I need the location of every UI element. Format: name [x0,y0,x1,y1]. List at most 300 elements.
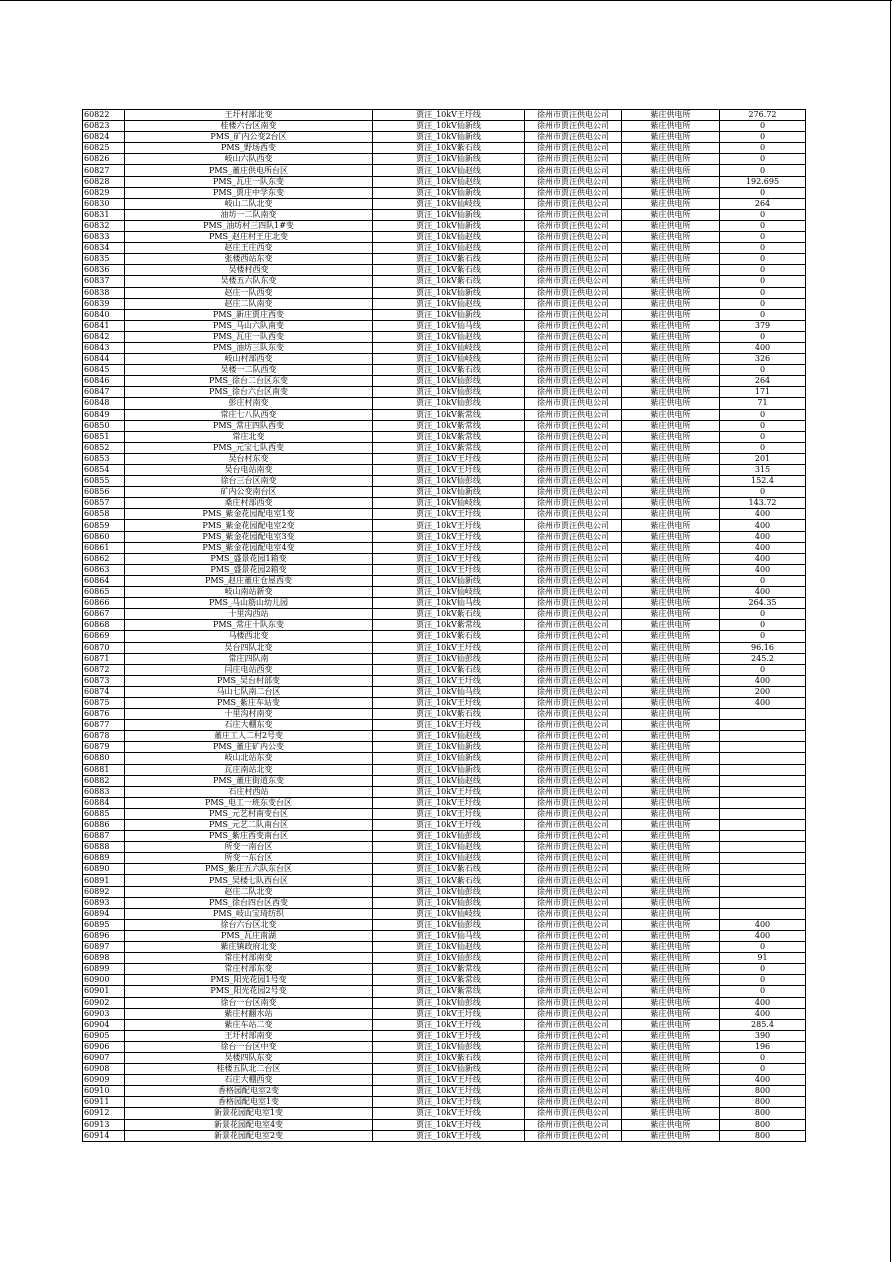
capacity-value-cell: 285.4 [720,1019,806,1030]
station-cell: 紫庄供电所 [622,154,720,165]
station-cell: 紫庄供电所 [622,1108,720,1119]
table-row [83,908,806,919]
table-row [83,1064,806,1075]
station-cell: 紫庄供电所 [622,864,720,875]
station-cell: 紫庄供电所 [622,1064,720,1075]
transformer-name-cell: PMS_油坊三队东变 [125,342,373,353]
company-cell: 徐州市贾汪供电公司 [525,232,622,243]
transformer-name-cell: PMS_盛景花园2箱变 [125,564,373,575]
station-cell: 紫庄供电所 [622,609,720,620]
row-id-cell: 60839 [83,298,125,309]
station-cell: 紫庄供电所 [622,121,720,132]
transformer-name-cell: PMS_岐山宝琦纺织 [125,908,373,919]
station-cell: 紫庄供电所 [622,709,720,720]
capacity-value-cell: 0 [720,942,806,953]
table-row [83,342,806,353]
capacity-value-cell: 326 [720,354,806,365]
transformer-name-cell: PMS_吴楼七队西台区 [125,875,373,886]
feeder-line-cell: 贾汪_10kV仙马线 [373,930,525,941]
row-id-cell: 60855 [83,476,125,487]
table-row [83,930,806,941]
station-cell: 紫庄供电所 [622,1019,720,1030]
transformer-name-cell: PMS_元艺村南变台区 [125,808,373,819]
transformer-name-cell: PMS_电工一班东变台区 [125,797,373,808]
company-cell: 徐州市贾汪供电公司 [525,465,622,476]
feeder-line-cell: 贾汪_10kV王圩线 [373,720,525,731]
company-cell: 徐州市贾汪供电公司 [525,187,622,198]
station-cell: 紫庄供电所 [622,165,720,176]
capacity-value-cell: 200 [720,686,806,697]
company-cell: 徐州市贾汪供电公司 [525,908,622,919]
feeder-line-cell: 贾汪_10kV王圩线 [373,465,525,476]
company-cell: 徐州市贾汪供电公司 [525,121,622,132]
row-id-cell: 60911 [83,1097,125,1108]
capacity-value-cell: 0 [720,298,806,309]
row-id-cell: 60837 [83,276,125,287]
table-row [83,187,806,198]
company-cell: 徐州市贾汪供电公司 [525,831,622,842]
transformer-name-cell: PMS_紫金花园配电室1变 [125,509,373,520]
row-id-cell: 60873 [83,675,125,686]
feeder-line-cell: 贾汪_10kV紫常线 [373,964,525,975]
row-id-cell: 60851 [83,431,125,442]
company-cell: 徐州市贾汪供电公司 [525,376,622,387]
transformer-name-cell: 所变一南台区 [125,842,373,853]
table-row [83,1008,806,1019]
feeder-line-cell: 贾汪_10kV仙彭线 [373,376,525,387]
company-cell: 徐州市贾汪供电公司 [525,598,622,609]
table-row [83,487,806,498]
transformer-name-cell: 紫庄车站二变 [125,1019,373,1030]
feeder-line-cell: 贾汪_10kV仙新线 [373,309,525,320]
row-id-cell: 60907 [83,1052,125,1063]
company-cell: 徐州市贾汪供电公司 [525,320,622,331]
company-cell: 徐州市贾汪供电公司 [525,930,622,941]
station-cell: 紫庄供电所 [622,476,720,487]
table-row [83,631,806,642]
feeder-line-cell: 贾汪_10kV仙新线 [373,187,525,198]
capacity-value-cell [720,808,806,819]
transformer-name-cell: 彭庄村南变 [125,398,373,409]
table-row [83,897,806,908]
capacity-value-cell [720,742,806,753]
table-row [83,176,806,187]
station-cell: 紫庄供电所 [622,720,720,731]
row-id-cell: 60906 [83,1041,125,1052]
feeder-line-cell: 贾汪_10kV仙彭线 [373,387,525,398]
feeder-line-cell: 贾汪_10kV紫常线 [373,431,525,442]
row-id-cell: 60861 [83,542,125,553]
feeder-line-cell: 贾汪_10kV仙马线 [373,320,525,331]
station-cell: 紫庄供电所 [622,276,720,287]
feeder-line-cell: 贾汪_10kV王圩线 [373,1097,525,1108]
row-id-cell: 60881 [83,764,125,775]
transformer-name-cell: PMS_紫庄车站变 [125,697,373,708]
row-id-cell: 60830 [83,198,125,209]
station-cell: 紫庄供电所 [622,753,720,764]
company-cell: 徐州市贾汪供电公司 [525,365,622,376]
capacity-value-cell: 0 [720,243,806,254]
feeder-line-cell: 贾汪_10kV王圩线 [373,110,525,121]
capacity-value-cell [720,731,806,742]
station-cell: 紫庄供电所 [622,642,720,653]
capacity-value-cell: 0 [720,664,806,675]
station-cell: 紫庄供电所 [622,320,720,331]
company-cell: 徐州市贾汪供电公司 [525,176,622,187]
capacity-value-cell: 400 [720,1075,806,1086]
transformer-name-cell: PMS_赵庄董庄仓屋西变 [125,575,373,586]
table-row [83,209,806,220]
feeder-line-cell: 贾汪_10kV仙彭线 [373,1041,525,1052]
company-cell: 徐州市贾汪供电公司 [525,420,622,431]
feeder-line-cell: 贾汪_10kV仙新线 [373,487,525,498]
company-cell: 徐州市贾汪供电公司 [525,675,622,686]
feeder-line-cell: 贾汪_10kV紫石线 [373,875,525,886]
transformer-name-cell: PMS_紫金花园配电室4变 [125,542,373,553]
feeder-line-cell: 贾汪_10kV仙赵线 [373,243,525,254]
company-cell: 徐州市贾汪供电公司 [525,265,622,276]
transformer-name-cell: PMS_徐台六台区南变 [125,387,373,398]
transformer-name-cell: PMS_瓦庄一队东变 [125,176,373,187]
table-row [83,132,806,143]
station-cell: 紫庄供电所 [622,398,720,409]
capacity-value-cell: 0 [720,232,806,243]
transformer-name-cell: PMS_阳光花园1号变 [125,975,373,986]
table-row [83,287,806,298]
capacity-value-cell: 0 [720,609,806,620]
transformer-name-cell: PMS_徐台四台区西变 [125,897,373,908]
company-cell: 徐州市贾汪供电公司 [525,398,622,409]
company-cell: 徐州市贾汪供电公司 [525,997,622,1008]
row-id-cell: 60900 [83,975,125,986]
table-row [83,1075,806,1086]
row-id-cell: 60869 [83,631,125,642]
company-cell: 徐州市贾汪供电公司 [525,975,622,986]
station-cell: 紫庄供电所 [622,919,720,930]
table-row [83,442,806,453]
row-id-cell: 60833 [83,232,125,243]
table-row [83,797,806,808]
feeder-line-cell: 贾汪_10kV王圩线 [373,509,525,520]
transformer-name-cell: 香格园配电室2变 [125,1086,373,1097]
capacity-value-cell: 400 [720,697,806,708]
station-cell: 紫庄供电所 [622,675,720,686]
station-cell: 紫庄供电所 [622,331,720,342]
row-id-cell: 60859 [83,520,125,531]
transformer-name-cell: 桑庄村部西变 [125,498,373,509]
feeder-line-cell: 贾汪_10kV王圩线 [373,797,525,808]
company-cell: 徐州市贾汪供电公司 [525,620,622,631]
feeder-line-cell: 贾汪_10kV紫常线 [373,620,525,631]
transformer-name-cell: PMS_董庄供电所台区 [125,165,373,176]
company-cell: 徐州市贾汪供电公司 [525,697,622,708]
table-row [83,997,806,1008]
station-cell: 紫庄供电所 [622,1119,720,1130]
table-row [83,853,806,864]
capacity-value-cell [720,908,806,919]
transformer-name-cell: 常庄七八队西变 [125,409,373,420]
table-row [83,276,806,287]
company-cell: 徐州市贾汪供电公司 [525,165,622,176]
station-cell: 紫庄供电所 [622,986,720,997]
company-cell: 徐州市贾汪供电公司 [525,742,622,753]
transformer-name-cell: 新景花园配电室1变 [125,1108,373,1119]
capacity-value-cell: 0 [720,409,806,420]
capacity-value-cell: 91 [720,953,806,964]
row-id-cell: 60876 [83,709,125,720]
transformer-name-cell: PMS_常庄四队西变 [125,420,373,431]
company-cell: 徐州市贾汪供电公司 [525,919,622,930]
station-cell: 紫庄供电所 [622,575,720,586]
feeder-line-cell: 贾汪_10kV仙岐线 [373,587,525,598]
row-id-cell: 60901 [83,986,125,997]
capacity-value-cell: 400 [720,542,806,553]
table-body [83,110,806,1142]
capacity-value-cell [720,786,806,797]
station-cell: 紫庄供电所 [622,220,720,231]
company-cell: 徐州市贾汪供电公司 [525,243,622,254]
feeder-line-cell: 贾汪_10kV仙岐线 [373,908,525,919]
company-cell: 徐州市贾汪供电公司 [525,709,622,720]
table-row [83,842,806,853]
row-id-cell: 60829 [83,187,125,198]
transformer-name-cell: 岐山二队北变 [125,198,373,209]
station-cell: 紫庄供电所 [622,209,720,220]
capacity-value-cell [720,797,806,808]
row-id-cell: 60894 [83,908,125,919]
capacity-value-cell: 0 [720,143,806,154]
station-cell: 紫庄供电所 [622,731,720,742]
feeder-line-cell: 贾汪_10kV仙彭线 [373,997,525,1008]
feeder-line-cell: 贾汪_10kV仙赵线 [373,165,525,176]
feeder-line-cell: 贾汪_10kV仙马线 [373,598,525,609]
station-cell: 紫庄供电所 [622,1030,720,1041]
station-cell: 紫庄供电所 [622,1097,720,1108]
feeder-line-cell: 贾汪_10kV仙彭线 [373,897,525,908]
capacity-value-cell: 264 [720,198,806,209]
company-cell: 徐州市贾汪供电公司 [525,254,622,265]
company-cell: 徐州市贾汪供电公司 [525,1030,622,1041]
table-row [83,1097,806,1108]
table-row [83,1086,806,1097]
transformer-name-cell: 常庄村部东变 [125,964,373,975]
feeder-line-cell: 贾汪_10kV仙新线 [373,132,525,143]
table-row [83,598,806,609]
station-cell: 紫庄供电所 [622,1041,720,1052]
company-cell: 徐州市贾汪供电公司 [525,542,622,553]
capacity-value-cell: 315 [720,465,806,476]
capacity-value-cell: 400 [720,553,806,564]
feeder-line-cell: 贾汪_10kV仙彭线 [373,398,525,409]
station-cell: 紫庄供电所 [622,498,720,509]
feeder-line-cell: 贾汪_10kV紫石线 [373,265,525,276]
capacity-value-cell: 0 [720,1052,806,1063]
feeder-line-cell: 贾汪_10kV紫石线 [373,365,525,376]
table-row [83,509,806,520]
row-id-cell: 60874 [83,686,125,697]
company-cell: 徐州市贾汪供电公司 [525,575,622,586]
capacity-value-cell [720,875,806,886]
company-cell: 徐州市贾汪供电公司 [525,442,622,453]
transformer-name-cell: 岐山北站东变 [125,753,373,764]
row-id-cell: 60834 [83,243,125,254]
table-row [83,354,806,365]
capacity-value-cell [720,820,806,831]
table-row [83,387,806,398]
table-row [83,376,806,387]
row-id-cell: 60903 [83,1008,125,1019]
transformer-name-cell: PMS_元宝七队西变 [125,442,373,453]
capacity-value-cell: 152.4 [720,476,806,487]
feeder-line-cell: 贾汪_10kV仙彭线 [373,953,525,964]
row-id-cell: 60904 [83,1019,125,1030]
table-row [83,875,806,886]
capacity-value-cell: 0 [720,165,806,176]
station-cell: 紫庄供电所 [622,442,720,453]
capacity-value-cell: 0 [720,276,806,287]
transformer-name-cell: 瓦庄南站北变 [125,764,373,775]
table-row [83,154,806,165]
feeder-line-cell: 贾汪_10kV仙彭线 [373,919,525,930]
company-cell: 徐州市贾汪供电公司 [525,964,622,975]
transformer-name-cell: PMS_紫庄西变南台区 [125,831,373,842]
table-row [83,110,806,121]
transformer-name-cell: PMS_贾庄中学东变 [125,187,373,198]
company-cell: 徐州市贾汪供电公司 [525,1064,622,1075]
capacity-value-cell: 400 [720,1008,806,1019]
capacity-value-cell: 201 [720,453,806,464]
table-row [83,975,806,986]
row-id-cell: 60842 [83,331,125,342]
feeder-line-cell: 贾汪_10kV仙新线 [373,742,525,753]
feeder-line-cell: 贾汪_10kV王圩线 [373,1086,525,1097]
company-cell: 徐州市贾汪供电公司 [525,564,622,575]
feeder-line-cell: 贾汪_10kV仙新线 [373,209,525,220]
company-cell: 徐州市贾汪供电公司 [525,864,622,875]
row-id-cell: 60863 [83,564,125,575]
transformer-name-cell: 岐山南站新变 [125,587,373,598]
company-cell: 徐州市贾汪供电公司 [525,520,622,531]
company-cell: 徐州市贾汪供电公司 [525,664,622,675]
company-cell: 徐州市贾汪供电公司 [525,797,622,808]
transformer-name-cell: 吴楼村西变 [125,265,373,276]
table-row [83,254,806,265]
row-id-cell: 60887 [83,831,125,842]
row-id-cell: 60848 [83,398,125,409]
transformer-name-cell: 王圩村部北变 [125,110,373,121]
transformer-name-cell: 岐山六队西变 [125,154,373,165]
row-id-cell: 60883 [83,786,125,797]
feeder-line-cell: 贾汪_10kV仙新线 [373,154,525,165]
capacity-value-cell: 0 [720,331,806,342]
company-cell: 徐州市贾汪供电公司 [525,409,622,420]
station-cell: 紫庄供电所 [622,298,720,309]
station-cell: 紫庄供电所 [622,1075,720,1086]
company-cell: 徐州市贾汪供电公司 [525,431,622,442]
company-cell: 徐州市贾汪供电公司 [525,487,622,498]
row-id-cell: 60892 [83,886,125,897]
row-id-cell: 60888 [83,842,125,853]
feeder-line-cell: 贾汪_10kV仙赵线 [373,331,525,342]
feeder-line-cell: 贾汪_10kV王圩线 [373,675,525,686]
company-cell: 徐州市贾汪供电公司 [525,587,622,598]
row-id-cell: 60872 [83,664,125,675]
capacity-value-cell: 192.695 [720,176,806,187]
station-cell: 紫庄供电所 [622,598,720,609]
row-id-cell: 60857 [83,498,125,509]
table-row [83,409,806,420]
transformer-name-cell: 石庄大棚东变 [125,720,373,731]
transformer-name-cell: 紫庄村翻水站 [125,1008,373,1019]
capacity-value-cell: 0 [720,309,806,320]
capacity-value-cell: 800 [720,1108,806,1119]
station-cell: 紫庄供电所 [622,420,720,431]
row-id-cell: 60844 [83,354,125,365]
company-cell: 徐州市贾汪供电公司 [525,1097,622,1108]
feeder-line-cell: 贾汪_10kV王圩线 [373,642,525,653]
feeder-line-cell: 贾汪_10kV紫石线 [373,1052,525,1063]
company-cell: 徐州市贾汪供电公司 [525,453,622,464]
capacity-value-cell: 800 [720,1086,806,1097]
capacity-value-cell: 0 [720,620,806,631]
row-id-cell: 60832 [83,220,125,231]
row-id-cell: 60870 [83,642,125,653]
row-id-cell: 60827 [83,165,125,176]
row-id-cell: 60896 [83,930,125,941]
transformer-name-cell: PMS_瓦庄南湖 [125,930,373,941]
company-cell: 徐州市贾汪供电公司 [525,287,622,298]
feeder-line-cell: 贾汪_10kV仙岐线 [373,342,525,353]
row-id-cell: 60864 [83,575,125,586]
table-row [83,453,806,464]
capacity-value-cell: 400 [720,520,806,531]
table-row [83,265,806,276]
station-cell: 紫庄供电所 [622,908,720,919]
transformer-name-cell: PMS_马山筋山幼儿园 [125,598,373,609]
table-row [83,942,806,953]
company-cell: 徐州市贾汪供电公司 [525,198,622,209]
feeder-line-cell: 贾汪_10kV仙新线 [373,764,525,775]
capacity-value-cell: 800 [720,1119,806,1130]
page-top-rule [0,0,892,1]
feeder-line-cell: 贾汪_10kV紫石线 [373,254,525,265]
row-id-cell: 60893 [83,897,125,908]
company-cell: 徐州市贾汪供电公司 [525,331,622,342]
table-row [83,575,806,586]
feeder-line-cell: 贾汪_10kV仙彭线 [373,476,525,487]
company-cell: 徐州市贾汪供电公司 [525,642,622,653]
company-cell: 徐州市贾汪供电公司 [525,853,622,864]
table-row [83,220,806,231]
capacity-value-cell [720,842,806,853]
transformer-name-cell: 石庄大棚西变 [125,1075,373,1086]
table-row [83,398,806,409]
table-row [83,820,806,831]
station-cell: 紫庄供电所 [622,520,720,531]
transformer-name-cell: 张楼西站东变 [125,254,373,265]
company-cell: 徐州市贾汪供电公司 [525,875,622,886]
row-id-cell: 60846 [83,376,125,387]
feeder-line-cell: 贾汪_10kV紫常线 [373,409,525,420]
table-row [83,309,806,320]
capacity-value-cell: 400 [720,531,806,542]
table-row [83,986,806,997]
transformer-name-cell: PMS_紫庄五六队东台区 [125,864,373,875]
table-row [83,320,806,331]
transformer-name-cell: 赵庄王庄西变 [125,243,373,254]
transformer-name-cell: 岐山村部西变 [125,354,373,365]
capacity-value-cell: 0 [720,287,806,298]
